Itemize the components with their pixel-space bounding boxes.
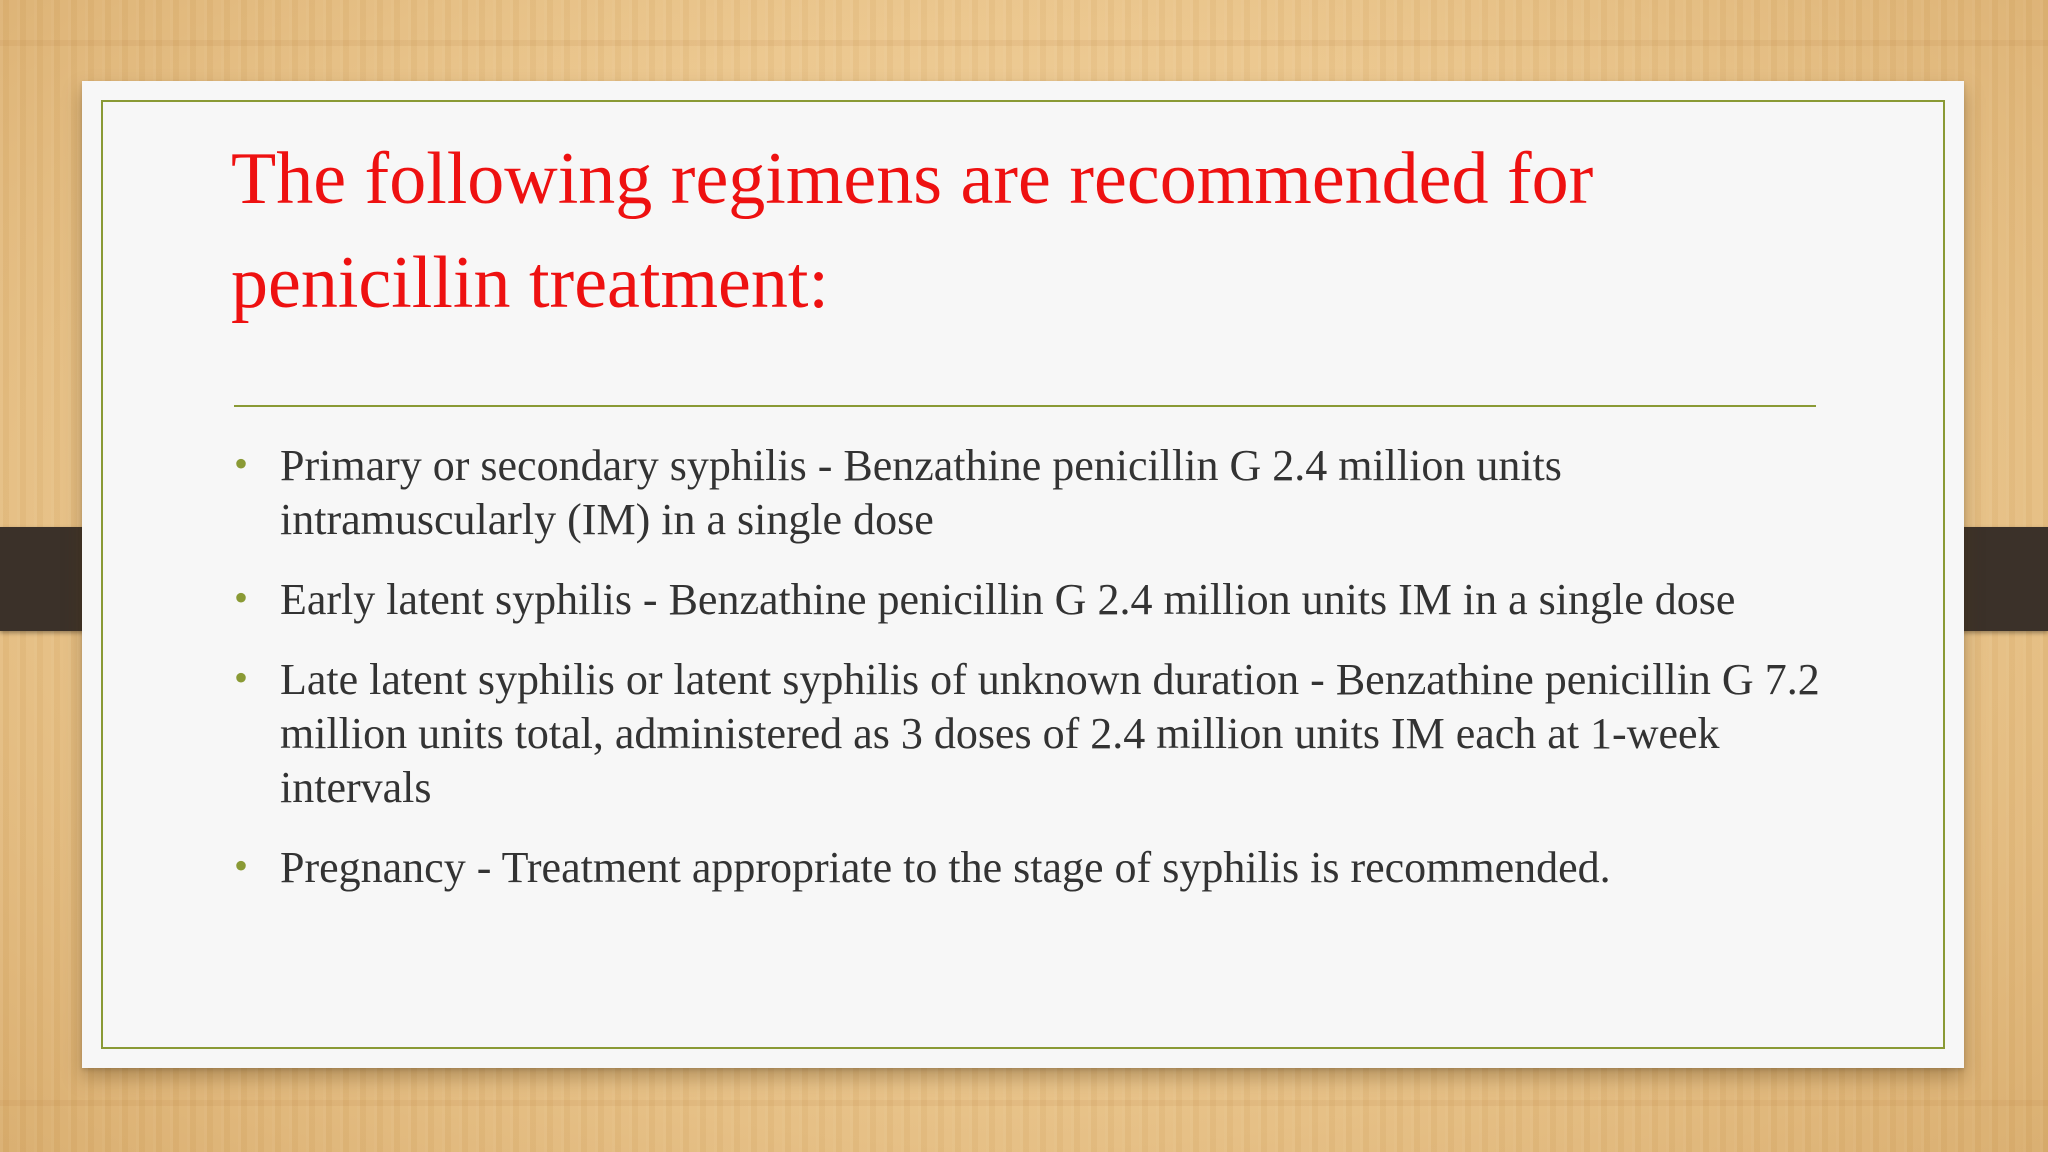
bullet-dot-icon: • — [234, 655, 249, 700]
bullet-text: Late latent syphilis or latent syphilis of unknown duration - Benzathine penicillin G 7.2 million units total, administered as 3 doses of 2.4 million units IM each at 1-week intervals — [280, 655, 1820, 812]
bullet-text: Pregnancy - Treatment appropriate to the stage of syphilis is recommended. — [280, 843, 1611, 892]
wood-grain — [0, 1100, 2048, 1106]
title-divider — [234, 405, 1816, 407]
bullet-text: Early latent syphilis - Benzathine penicillin G 2.4 million units IM in a single dose — [280, 575, 1736, 624]
bullet-text: Primary or secondary syphilis - Benzathine penicillin G 2.4 million units intramuscularly (IM) in a single dose — [280, 441, 1562, 544]
wood-grain — [0, 40, 2048, 46]
bullet-dot-icon: • — [234, 575, 249, 620]
slide-card — [82, 81, 1964, 1068]
bullet-dot-icon: • — [234, 843, 249, 888]
slide-title: The following regimens are recommended for penicillin treatment: — [231, 138, 1594, 324]
bullet-list — [232, 439, 1832, 921]
bullet-item — [232, 439, 1832, 547]
bullet-item — [232, 653, 1832, 815]
bullet-dot-icon: • — [234, 441, 249, 486]
bullet-item — [232, 841, 1832, 895]
bullet-item — [232, 573, 1832, 627]
